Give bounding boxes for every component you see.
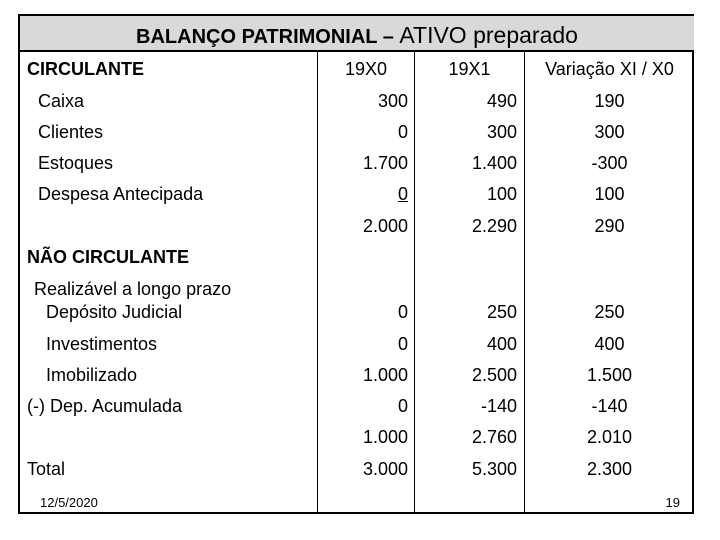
cell-19x1: 5.300 xyxy=(471,459,517,479)
cell-19x0: 2.000 xyxy=(362,216,408,236)
row-label: Depósito Judicial xyxy=(46,302,183,322)
cell-19x1: 2.500 xyxy=(471,365,517,385)
total-label: Total xyxy=(27,459,66,479)
cell-19x1: 2.290 xyxy=(471,216,517,236)
row-label: Caixa xyxy=(38,91,85,111)
cell-variacao: 100 xyxy=(594,184,625,204)
cell-19x1: 300 xyxy=(486,122,517,142)
cell-19x1: 1.400 xyxy=(471,153,517,173)
cell-19x0: 1.000 xyxy=(362,427,408,447)
cell-19x0: 1.000 xyxy=(362,365,408,385)
title-dash: – xyxy=(377,26,400,48)
footer-date: 12/5/2020 xyxy=(40,495,98,510)
cell-19x1: 490 xyxy=(486,91,517,111)
row-label: Clientes xyxy=(38,122,104,142)
subsection-label: Realizável a longo prazo xyxy=(34,279,232,299)
title-bar xyxy=(20,16,694,52)
cell-variacao: 290 xyxy=(594,216,625,236)
cell-19x1: 400 xyxy=(486,334,517,354)
row-label: Imobilizado xyxy=(46,365,138,385)
col-header-19x0: 19X0 xyxy=(344,59,388,79)
col-header-19x1: 19X1 xyxy=(448,59,491,79)
title-light: ATIVO preparado xyxy=(399,22,578,48)
title-bold: BALANÇO PATRIMONIAL xyxy=(136,26,378,48)
cell-variacao: 2.010 xyxy=(586,427,633,447)
cell-19x0: 3.000 xyxy=(362,459,408,479)
cell-19x0: 0 xyxy=(397,302,408,322)
col-header-variacao: Variação XI / X0 xyxy=(545,59,674,79)
cell-variacao: 2.300 xyxy=(586,459,633,479)
row-label: Investimentos xyxy=(46,334,158,354)
cell-variacao: -140 xyxy=(591,396,628,416)
cell-19x1: 250 xyxy=(486,302,517,322)
cell-19x0: 300 xyxy=(377,91,408,111)
cell-19x0: 0 xyxy=(397,122,408,142)
page-title xyxy=(136,22,578,49)
cell-variacao: 300 xyxy=(594,122,625,142)
section-circulante: CIRCULANTE xyxy=(27,59,144,79)
cell-variacao: 190 xyxy=(594,91,625,111)
cell-variacao: -300 xyxy=(591,153,628,173)
cell-19x1: -140 xyxy=(480,396,517,416)
cell-19x0: 0 xyxy=(397,396,408,416)
cell-19x0: 1.700 xyxy=(362,153,408,173)
cell-19x0: 0 xyxy=(397,334,408,354)
page-number: 19 xyxy=(665,495,680,510)
cell-19x1: 100 xyxy=(486,184,517,204)
cell-19x0: 0 xyxy=(397,184,408,204)
section-nao-circulante: NÃO CIRCULANTE xyxy=(27,247,189,267)
cell-variacao: 1.500 xyxy=(586,365,633,385)
row-label: Estoques xyxy=(38,153,114,173)
row-label: Despesa Antecipada xyxy=(38,184,204,204)
cell-variacao: 400 xyxy=(594,334,625,354)
cell-19x1: 2.760 xyxy=(471,427,517,447)
row-label: (-) Dep. Acumulada xyxy=(27,396,183,416)
cell-variacao: 250 xyxy=(594,302,625,322)
